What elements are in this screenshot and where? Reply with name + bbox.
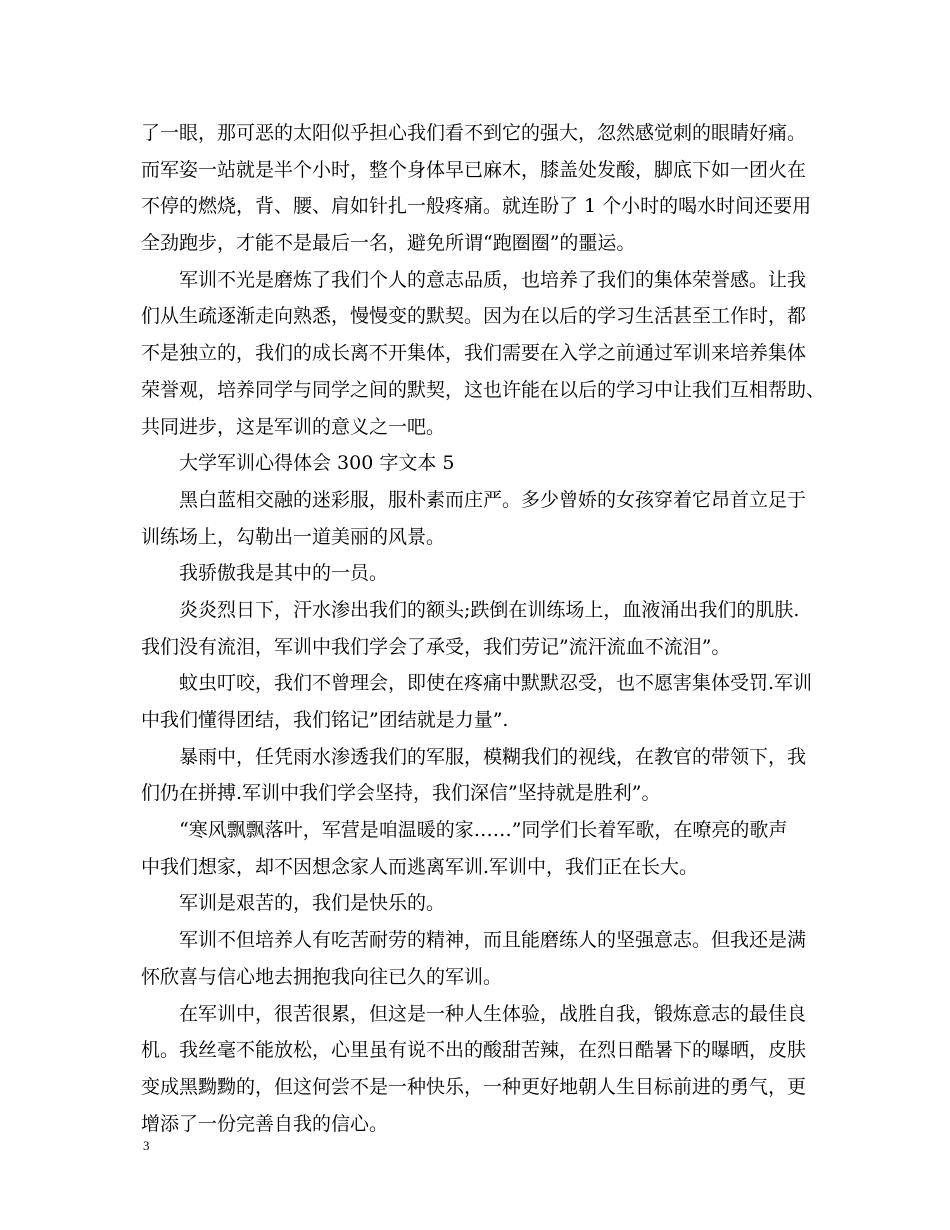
text-line: “寒风飘飘落叶，军营是咱温暖的家……”同学们长着军歌，在嘹亮的歌声 bbox=[179, 819, 788, 842]
text-line: 中我们懂得团结，我们铭记”团结就是力量”. bbox=[141, 709, 509, 731]
text-line: 怀欣喜与信心地去拥抱我向往已久的军训。 bbox=[141, 965, 503, 988]
text-line: 中我们想家，却不因想念家人而逃离军训.军训中，我们正在长大。 bbox=[141, 855, 699, 878]
text-line: 在军训中，很苦很累，但这是一种人生体验，战胜自我，锻炼意志的最佳良 bbox=[179, 1002, 807, 1025]
text-line: 们仍在拼搏.军训中我们学会坚持，我们深信”坚持就是胜利”。 bbox=[141, 782, 661, 805]
text-line: 们从生疏逐渐走向熟悉，慢慢变的默契。因为在以后的学习生活甚至工作时，都 bbox=[141, 305, 807, 328]
text-line: 军训不但培养人有吃苦耐劳的精神，而且能磨练人的坚强意志。但我还是满 bbox=[179, 929, 807, 952]
text-line: 炎炎烈日下，汗水渗出我们的额头;跌倒在训练场上，血液涌出我们的肌肤. bbox=[179, 598, 800, 621]
text-line: 我们没有流泪，军训中我们学会了承受，我们劳记”流汗流血不流泪”。 bbox=[141, 635, 731, 658]
text-line: 暴雨中，任凭雨水渗透我们的军服，模糊我们的视线，在教官的带领下，我 bbox=[179, 745, 807, 768]
text-line: 了一眼，那可恶的太阳似乎担心我们看不到它的强大，忽然感觉刺的眼睛好痛。 bbox=[141, 122, 807, 144]
text-line: 不停的燃烧，背、腰、肩如针扎一般疼痛。就连盼了 1 个小时的喝水时间还要用 bbox=[141, 195, 812, 218]
text-line: 变成黑黝黝的，但这何尝不是一种快乐，一种更好地朝人生目标前进的勇气，更 bbox=[141, 1075, 807, 1098]
page-number: 3 bbox=[143, 1138, 150, 1153]
document-body bbox=[141, 115, 826, 1142]
text-line: 蚊虫叮咬，我们不曾理会，即使在疼痛中默默忍受，也不愿害集体受罚.军训 bbox=[179, 672, 813, 695]
text-line: 军训是艰苦的，我们是快乐的。 bbox=[179, 892, 446, 915]
text-line: 增添了一份完善自我的信心。 bbox=[141, 1112, 389, 1135]
text-line: 不是独立的，我们的成长离不开集体，我们需要在入学之前通过军训来培养集体 bbox=[141, 342, 807, 365]
text-line: 荣誉观，培养同学与同学之间的默契，这也许能在以后的学习中让我们互相帮助、 bbox=[141, 378, 826, 401]
text-line: 全劲跑步，才能不是最后一名，避免所谓“跑圈圈”的噩运。 bbox=[141, 232, 636, 255]
text-line: 军训不光是磨炼了我们个人的意志品质，也培养了我们的集体荣誉感。让我 bbox=[179, 268, 807, 291]
section-heading: 大学军训心得体会 300 字文本 5 bbox=[179, 452, 455, 475]
text-line: 共同进步，这是军训的意义之一吧。 bbox=[141, 415, 446, 438]
text-line: 训练场上，勾勒出一道美丽的风景。 bbox=[141, 525, 446, 548]
text-line: 我骄傲我是其中的一员。 bbox=[179, 562, 389, 585]
text-line: 而军姿一站就是半个小时，整个身体早已麻木，膝盖处发酸，脚底下如一团火在 bbox=[141, 158, 807, 181]
text-line: 机。我丝毫不能放松，心里虽有说不出的酸甜苦辣，在烈日酷暑下的曝晒，皮肤 bbox=[141, 1039, 807, 1062]
text-line: 黑白蓝相交融的迷彩服，服朴素而庄严。多少曾娇的女孩穿着它昂首立足于 bbox=[179, 488, 807, 511]
